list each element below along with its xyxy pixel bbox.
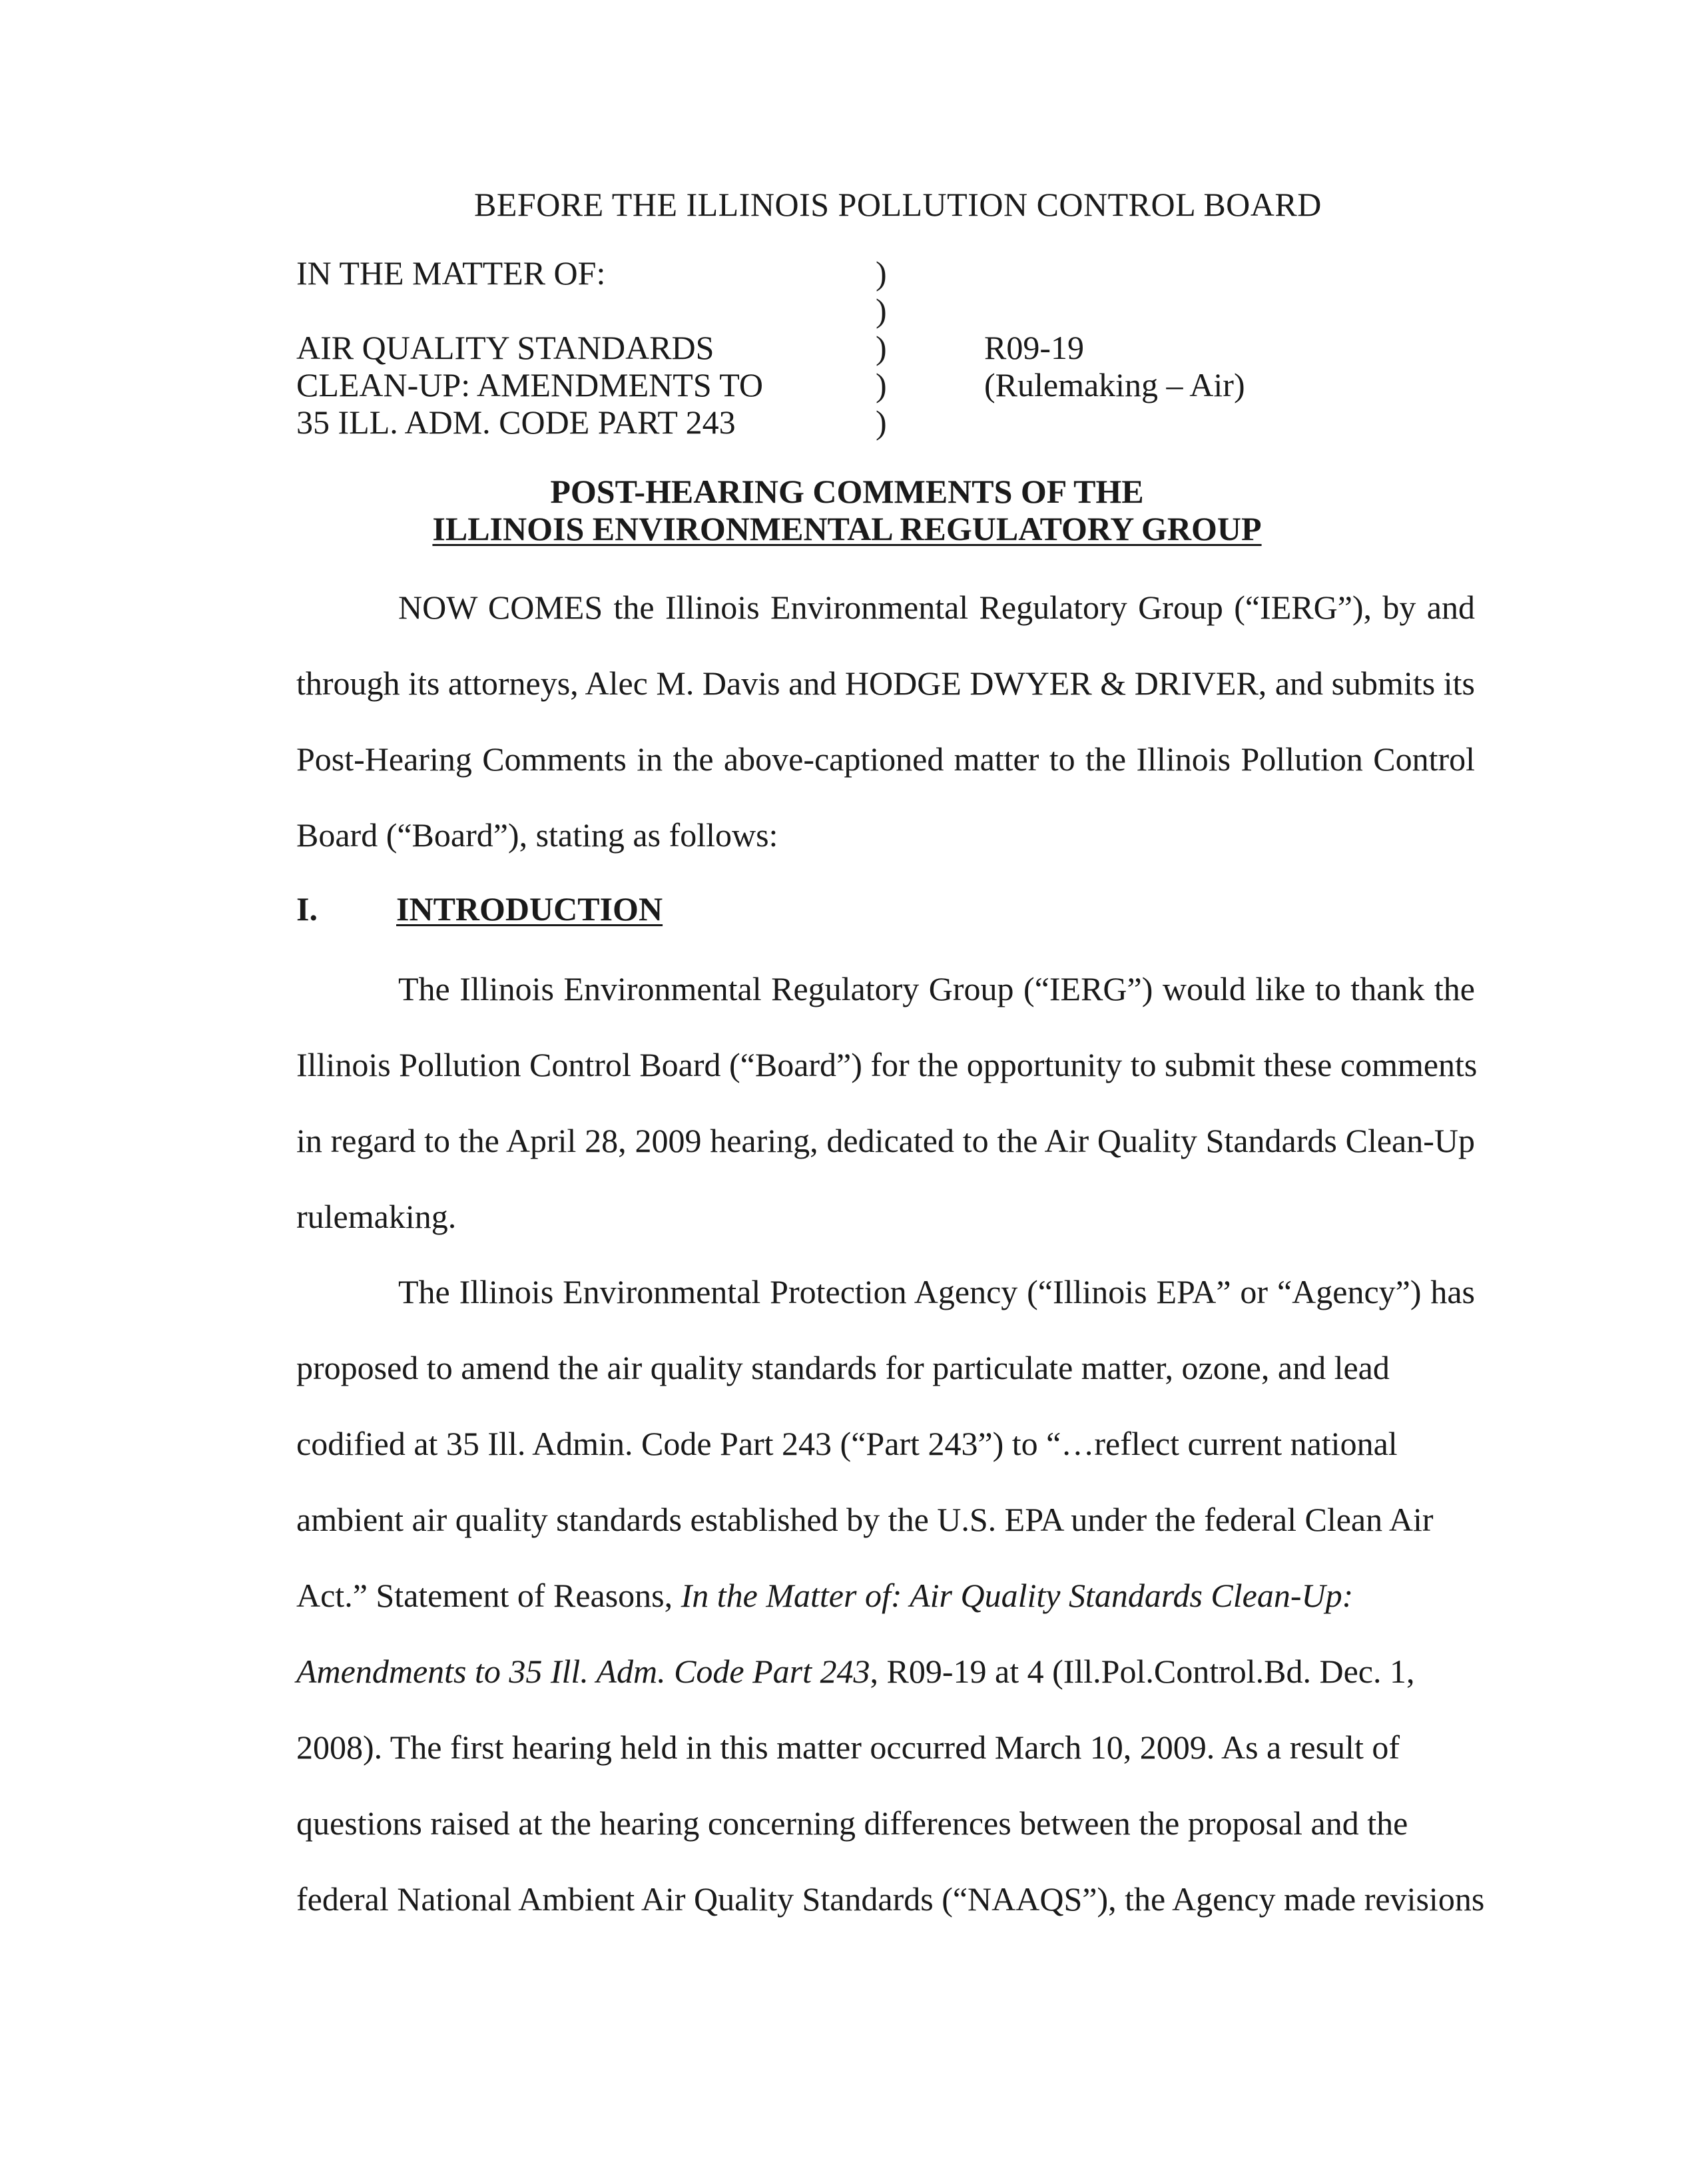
paragraph-text: Act.” Statement of Reasons, (296, 1577, 681, 1614)
paragraph-line: codified at 35 Ill. Admin. Code Part 243 (“Part 243”) to “…reflect current national (296, 1425, 1398, 1462)
case-citation-italic: In the Matter of: Air Quality Standards Clean-Up: (681, 1577, 1354, 1614)
document-title-line1: POST-HEARING COMMENTS OF THE (550, 473, 1144, 510)
paragraph-line: rulemaking. (296, 1198, 457, 1235)
caption-line: IN THE MATTER OF: (296, 254, 606, 292)
caption-paren: ) (876, 254, 887, 292)
paragraph-line: 2008). The first hearing held in this matter occurred March 10, 2009. As a result of (296, 1729, 1400, 1766)
paragraph-line: through its attorneys, Alec M. Davis and HODGE DWYER & DRIVER, and submits its (296, 665, 1475, 702)
paragraph-line: federal National Ambient Air Quality Standards (“NAAQS”), the Agency made revisions (296, 1880, 1485, 1918)
caption-matter (296, 254, 763, 441)
caption-line (296, 292, 763, 329)
paragraph-line: Illinois Pollution Control Board (“Board”) for the opportunity to submit these comments (296, 1046, 1478, 1083)
paragraph-line (296, 1557, 1475, 1633)
intro-paragraph-2 (296, 1254, 1485, 1937)
caption-line: 35 ILL. ADM. CODE PART 243 (296, 404, 736, 441)
paragraph-line: proposed to amend the air quality standards for particulate matter, ozone, and lead (296, 1349, 1390, 1386)
case-citation-italic: Amendments to 35 Ill. Adm. Code Part 243 (296, 1653, 870, 1690)
caption-line: CLEAN-UP: AMENDMENTS TO (296, 366, 763, 404)
paragraph-line: The Illinois Environmental Regulatory Group (“IERG”) would like to thank the (398, 970, 1475, 1007)
paragraph-line (296, 1633, 1475, 1709)
paragraph-line: ambient air quality standards established by the U.S. EPA under the federal Clean Air (296, 1501, 1434, 1538)
case-number: R09-19 (984, 329, 1084, 366)
caption-paren: ) (876, 329, 887, 366)
case-type: (Rulemaking – Air) (984, 366, 1245, 404)
paragraph-line: in regard to the April 28, 2009 hearing, dedicated to the Air Quality Standards Clean-Up (296, 1122, 1475, 1159)
paragraph-line: Board (“Board”), stating as follows: (296, 816, 778, 854)
section-number: I. (296, 890, 318, 928)
paragraph-line: NOW COMES the Illinois Environmental Regulatory Group (“IERG”), by and (398, 589, 1475, 626)
document-title (0, 473, 1694, 547)
court-title: BEFORE THE ILLINOIS POLLUTION CONTROL BOARD (474, 186, 1322, 223)
caption-paren: ) (876, 366, 887, 404)
opening-paragraph (296, 569, 1475, 873)
section-title: INTRODUCTION (396, 890, 663, 928)
caption-paren: ) (876, 292, 887, 329)
caption-line: AIR QUALITY STANDARDS (296, 329, 714, 366)
paragraph-line: Post-Hearing Comments in the above-captioned matter to the Illinois Pollution Control (296, 740, 1475, 778)
paragraph-line: questions raised at the hearing concerning differences between the proposal and the (296, 1804, 1408, 1842)
caption-parens (876, 254, 887, 441)
caption-case-info (984, 329, 1245, 404)
paragraph-line: The Illinois Environmental Protection Agency (“Illinois EPA” or “Agency”) has (398, 1273, 1475, 1310)
caption-paren: ) (876, 404, 887, 441)
paragraph-text: , R09-19 at 4 (Ill.Pol.Control.Bd. Dec. 1, (870, 1653, 1415, 1690)
section-heading (296, 889, 663, 929)
intro-paragraph-1 (296, 951, 1478, 1254)
document-title-line2: ILLINOIS ENVIRONMENTAL REGULATORY GROUP (432, 510, 1262, 547)
